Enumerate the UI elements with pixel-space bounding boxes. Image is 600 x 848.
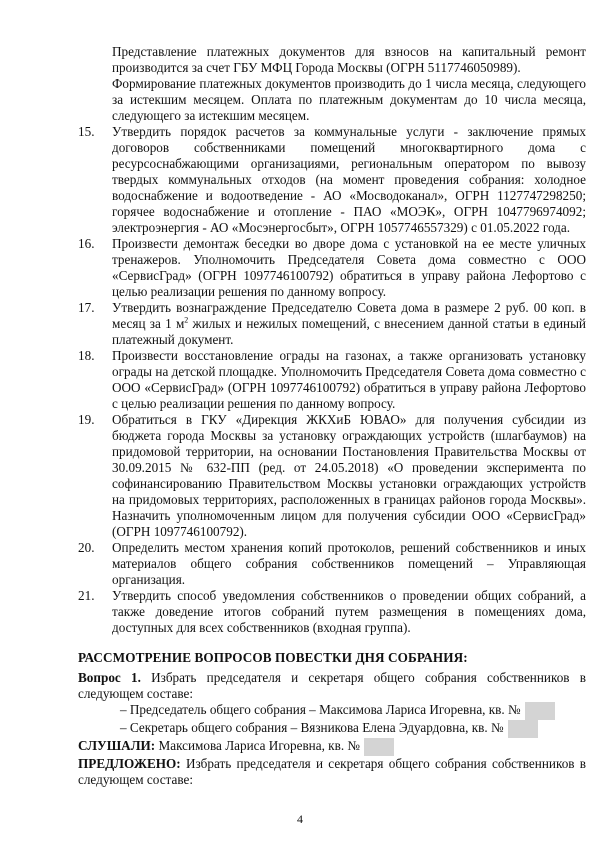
chair-text: – Председатель общего собрания – Максимова Лариса Игоревна, кв. № [120, 702, 521, 718]
agenda-item-20 [78, 540, 586, 588]
proposed-label: ПРЕДЛОЖЕНО: [78, 756, 181, 771]
agenda-item-18 [78, 348, 586, 412]
heard-text: Максимова Лариса Игоревна, кв. № [155, 738, 360, 754]
item-number: 21. [78, 588, 95, 603]
proposed-text: Избрать председателя и секретаря общего собрания собственников в следующем составе: [78, 756, 586, 787]
redacted-block [525, 702, 555, 720]
item-text-part: Утвердить вознаграждение Председателю Совета дома в размере 2 руб. 00 коп. в месяц за 1 м [112, 300, 586, 331]
agenda-item-19 [78, 412, 586, 540]
item-number: 15. [78, 124, 95, 139]
superscript: 2 [184, 315, 189, 325]
item-text: Произвести демонтаж беседки во дворе дома с установкой на ее месте уличных тренажеров. Уполномочить Председателя Совета дома совместно с ООО «СервисГрад» (ОГРН 1097746100792) обратиться в управу района Лефортово с целью реализации решения по данному вопросу. [112, 236, 586, 299]
agenda-item-15 [78, 124, 586, 236]
item-text: Определить местом хранения копий протоколов, решений собственников и иных материалов общего собрания собственников помещений – Управляющая организация. [112, 540, 586, 587]
item-text: Утвердить способ уведомления собственников о проведении общих собраний, а также доведение итогов собраний путем размещения в помещениях дома, доступных для всех собственников (входная группа). [112, 588, 586, 635]
item-number: 19. [78, 412, 95, 427]
document-body [78, 44, 586, 788]
redacted-block [508, 720, 538, 738]
page-number: 4 [297, 812, 303, 826]
item-number: 17. [78, 300, 95, 315]
agenda-item-17 [78, 300, 586, 348]
agenda-item-21 [78, 588, 586, 636]
item-text: Обратиться в ГКУ «Дирекция ЖКХиБ ЮВАО» для получения субсидии из бюджета города Москвы за установку ограждающих устройств (шлагбаумов) на придомовой территории, на основании Постановления Правительства Москвы от 30.09.2015 № 632-ПП (ред. от 24.05.2018) «О проведении эксперимента по софинансированию Правительством Москвы установки ограждающих устройств на придомовых территориях, расположенных в границах районов города Москвы». Назначить уполномоченным лицом для получения субсидии ООО «СервисГрад» (ОГРН 1097746100792). [112, 412, 586, 539]
question-text: Избрать председателя и секретаря общего собрания собственников в следующем составе: [78, 670, 586, 701]
heard-line [78, 738, 586, 756]
item-number: 16. [78, 236, 95, 251]
chair-line [78, 702, 586, 720]
agenda-item-16 [78, 236, 586, 300]
item-number: 20. [78, 540, 95, 555]
secretary-line [78, 720, 586, 738]
secretary-text: – Секретарь общего собрания – Вязникова Елена Эдуардовна, кв. № [120, 720, 504, 736]
intro-paragraph-2: Формирование платежных документов производить до 1 числа месяца, следующего за истекшим месяцем. Оплата по платежным документам до 10 числа месяца, следующего за истекшим месяцем. [112, 76, 586, 123]
item-text: Утвердить порядок расчетов за коммунальные услуги - заключение прямых договоров собственниками помещений многоквартирного дома с ресурсоснабжающими организациями, региональным оператором по вывозу твердых коммунальных отходов (на момент проведения собрания: холодное водоснабжение и водоотведение - АО «Мосводоканал», ОГРН 1127747298250; горячее водоснабжение и отопление - ПАО «МОЭК», ОГРН 1047796974092; электроэнергия - АО «Мосэнергосбыт», ОГРН 1057746557329) с 01.05.2022 года. [112, 124, 586, 235]
redacted-block [364, 738, 394, 756]
section-heading: РАССМОТРЕНИЕ ВОПРОСОВ ПОВЕСТКИ ДНЯ СОБРАНИЯ: [78, 650, 468, 665]
item-text-part: жилых и нежилых помещений, с внесением данной статьи в единый платежный документ. [112, 316, 586, 347]
item-text [112, 300, 586, 348]
question-1 [78, 670, 586, 702]
heard-label: СЛУШАЛИ: [78, 738, 156, 754]
intro-paragraph-1: Представление платежных документов для взносов на капитальный ремонт производится за счет ГБУ МФЦ Города Москвы (ОГРН 5117746050989). [112, 44, 586, 75]
item-text: Произвести восстановление ограды на газонах, а также организовать установку ограды на детской площадке. Уполномочить Председателя Совета дома совместно с ООО «СервисГрад» (ОГРН 1097746100792) обратиться в управу района Лефортово с целью реализации решения по данному вопросу. [112, 348, 586, 411]
question-label: Вопрос 1. [78, 670, 141, 685]
proposed-line [78, 756, 586, 788]
item-number: 18. [78, 348, 95, 363]
